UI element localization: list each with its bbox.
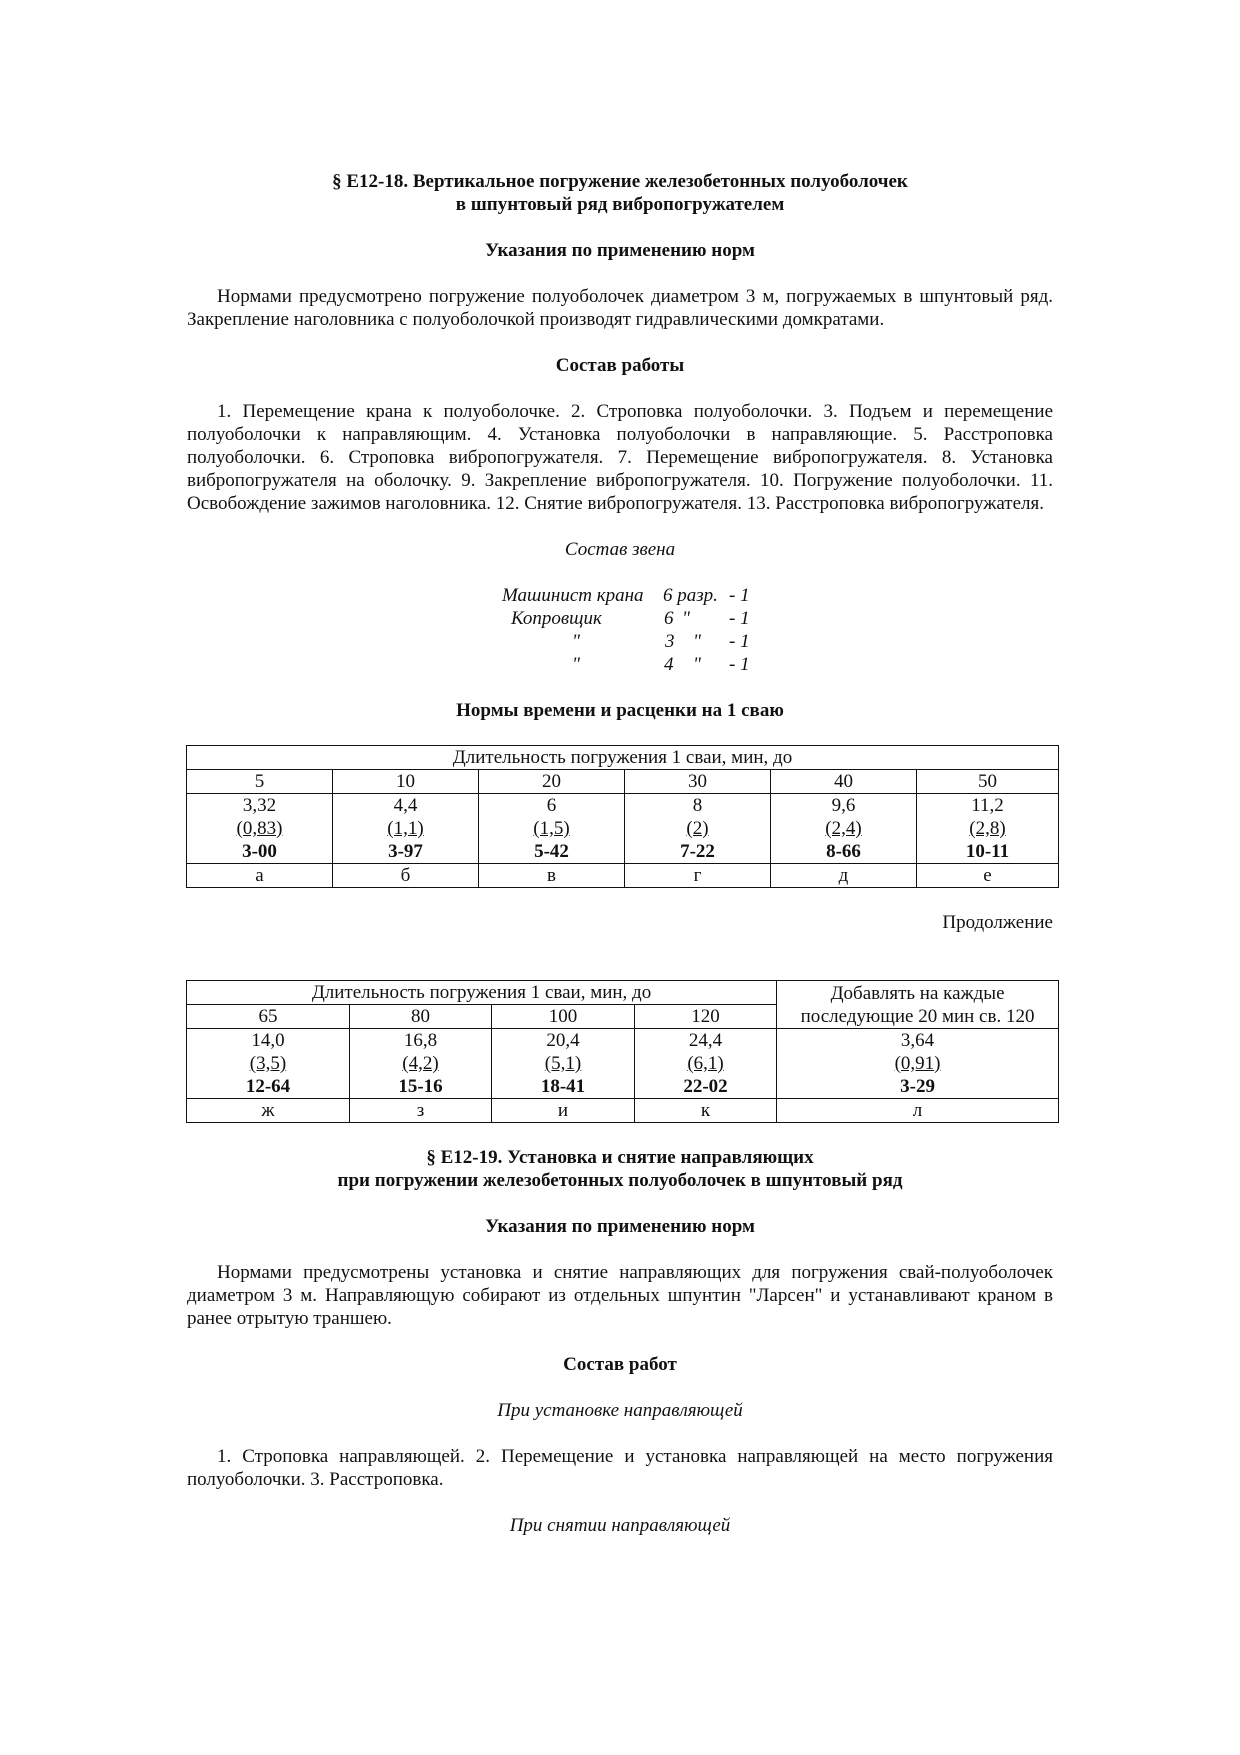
time-norm: 14,0	[251, 1030, 285, 1051]
crew-count: - 1	[729, 585, 750, 606]
rate: 7-22	[680, 841, 715, 862]
crew-name: Машинист крана	[502, 585, 644, 606]
section-title-line-1: § Е12-19. Установка и снятие направляющих	[426, 1147, 814, 1168]
table-cell	[492, 1029, 635, 1099]
machine-time: (2)	[686, 818, 709, 839]
table-cell	[479, 794, 625, 864]
time-norm: 3,64	[900, 1030, 935, 1051]
table-header: Длительность погружения 1 сваи, мин, до	[187, 981, 777, 1005]
continuation-label: Продолжение	[942, 912, 1053, 933]
crew-name: Копровщик	[511, 608, 602, 629]
install-paragraph: 1. Строповка направляющей. 2. Перемещение и установка направляющей на место погружения полуоболочки. 3. Расстроповка.	[187, 1446, 1053, 1490]
section-title-e12-19	[187, 1146, 1053, 1192]
table-header: Длительность погружения 1 сваи, мин, до	[187, 746, 1059, 770]
table-row	[187, 864, 1059, 888]
guidance-paragraph: Нормами предусмотрены установка и снятие направляющих для погружения свай-полуоболочек диаметром 3 м. Направляющую собирают из отдельных шпунтин "Ларсен" и устанавливают краном в ранее отрытую траншею.	[187, 1262, 1053, 1329]
norms-heading: Нормы времени и расценки на 1 сваю	[456, 700, 784, 721]
section-title-line-2: в шпунтовый ряд вибропогружателем	[455, 194, 785, 215]
time-norm: 20,4	[546, 1030, 580, 1051]
column-letter: л	[777, 1099, 1059, 1123]
work-heading: Состав работ	[563, 1354, 677, 1375]
rate: 12-64	[245, 1076, 291, 1097]
install-heading: При установке направляющей	[497, 1400, 743, 1421]
table-cell	[635, 1029, 777, 1099]
rate: 10-11	[965, 841, 1010, 862]
crew-grade: 4	[664, 654, 674, 675]
guidance-paragraph: Нормами предусмотрено погружение полуоболочек диаметром 3 м, погружаемых в шпунтовый ряд. Закрепление наголовника с полуоболочкой производят гидравлическими домкратами.	[187, 286, 1053, 330]
column-label: 30	[625, 770, 771, 794]
crew-mark: "	[682, 608, 690, 629]
time-norm: 24,4	[688, 1030, 723, 1051]
table-row	[187, 794, 1059, 864]
table-row	[187, 770, 1059, 794]
guidance-heading: Указания по применению норм	[485, 240, 755, 261]
table-cell	[771, 794, 917, 864]
crew-grade: 6 разр.	[663, 585, 718, 606]
rate: 3-97	[388, 841, 423, 862]
crew-mark: "	[693, 654, 701, 675]
rate: 22-02	[683, 1076, 728, 1097]
section-title-line-2: при погружении железобетонных полуоболочек в шпунтовый ряд	[337, 1170, 903, 1191]
time-norm: 3,32	[242, 795, 277, 816]
machine-time: (1,5)	[533, 818, 570, 839]
table-cell	[350, 1029, 492, 1099]
extra-header-line: последующие 20 мин св. 120	[800, 1005, 1035, 1027]
column-letter: в	[479, 864, 625, 888]
column-letter: ж	[187, 1099, 350, 1123]
time-norm: 6	[546, 795, 557, 816]
time-norm: 16,8	[403, 1030, 438, 1051]
remove-heading: При снятии направляющей	[509, 1515, 731, 1536]
column-letter: д	[771, 864, 917, 888]
rate: 18-41	[540, 1076, 586, 1097]
crew-list	[187, 584, 1053, 676]
crew-name: "	[572, 631, 580, 652]
work-paragraph: 1. Перемещение крана к полуоболочке. 2. Строповка полуоболочки. 3. Подъем и перемещение полуоболочки к направляющим. 4. Установка полуоболочки в направляющие. 5. Расстроповка полуоболочки. 6. Строповка вибропогружателя. 7. Перемещение вибропогружателя. 8. Установка вибропогружателя на оболочку. 9. Закрепление вибропогружателя. 10. Погружение полуоболочки. 11. Освобождение зажимов наголовника. 12. Снятие вибропогружателя. 13. Расстроповка вибропогружателя.	[187, 401, 1053, 514]
rate: 5-42	[534, 841, 569, 862]
crew-grade: 3	[665, 631, 675, 652]
column-label: 80	[350, 1005, 492, 1029]
table-cell	[777, 1029, 1059, 1099]
column-letter: и	[492, 1099, 635, 1123]
norms-table-1	[186, 745, 1059, 888]
time-norm: 9,6	[831, 795, 856, 816]
guidance-heading: Указания по применению норм	[485, 1216, 755, 1237]
machine-time: (2,8)	[969, 818, 1006, 839]
rate: 3-00	[242, 841, 277, 862]
column-label: 10	[333, 770, 479, 794]
machine-time: (3,5)	[249, 1053, 287, 1074]
machine-time: (1,1)	[387, 818, 424, 839]
extra-header	[777, 981, 1059, 1029]
table-cell	[625, 794, 771, 864]
table-row	[187, 1099, 1059, 1123]
crew-name: "	[572, 654, 580, 675]
column-letter: а	[187, 864, 333, 888]
machine-time: (5,1)	[544, 1053, 582, 1074]
time-norm: 11,2	[971, 795, 1004, 816]
table-cell	[917, 794, 1059, 864]
machine-time: (2,4)	[825, 818, 862, 839]
crew-count: - 1	[729, 654, 750, 675]
rate: 8-66	[826, 841, 861, 862]
column-letter: к	[635, 1099, 777, 1123]
section-title-line-1: § Е12-18. Вертикальное погружение железобетонных полуоболочек	[332, 171, 908, 192]
time-norm: 8	[692, 795, 703, 816]
column-letter: б	[333, 864, 479, 888]
crew-heading: Состав звена	[564, 539, 676, 560]
document-page	[187, 170, 1053, 1537]
machine-time: (0,83)	[236, 818, 283, 839]
column-label: 40	[771, 770, 917, 794]
table-cell	[333, 794, 479, 864]
table-cell	[187, 794, 333, 864]
time-norm: 4,4	[393, 795, 418, 816]
column-letter: е	[917, 864, 1059, 888]
column-label: 5	[187, 770, 333, 794]
column-label: 20	[479, 770, 625, 794]
machine-time: (6,1)	[687, 1053, 724, 1074]
crew-count: - 1	[729, 631, 750, 652]
rate: 3-29	[900, 1076, 935, 1097]
machine-time: (0,91)	[894, 1053, 941, 1074]
extra-header-line: Добавлять на каждые	[830, 982, 1005, 1004]
table-row	[187, 1029, 1059, 1099]
column-letter: г	[625, 864, 771, 888]
crew-count: - 1	[729, 608, 750, 629]
norms-table-2	[186, 980, 1059, 1123]
column-letter: з	[350, 1099, 492, 1123]
column-label: 65	[187, 1005, 350, 1029]
rate: 15-16	[398, 1076, 443, 1097]
work-heading: Состав работы	[555, 355, 685, 376]
column-label: 100	[492, 1005, 635, 1029]
machine-time: (4,2)	[402, 1053, 439, 1074]
section-title-e12-18	[187, 170, 1053, 216]
column-label: 120	[635, 1005, 777, 1029]
table-cell	[187, 1029, 350, 1099]
table-row	[187, 981, 1059, 1005]
crew-grade: 6	[664, 608, 674, 629]
crew-mark: "	[693, 631, 701, 652]
column-label: 50	[917, 770, 1059, 794]
